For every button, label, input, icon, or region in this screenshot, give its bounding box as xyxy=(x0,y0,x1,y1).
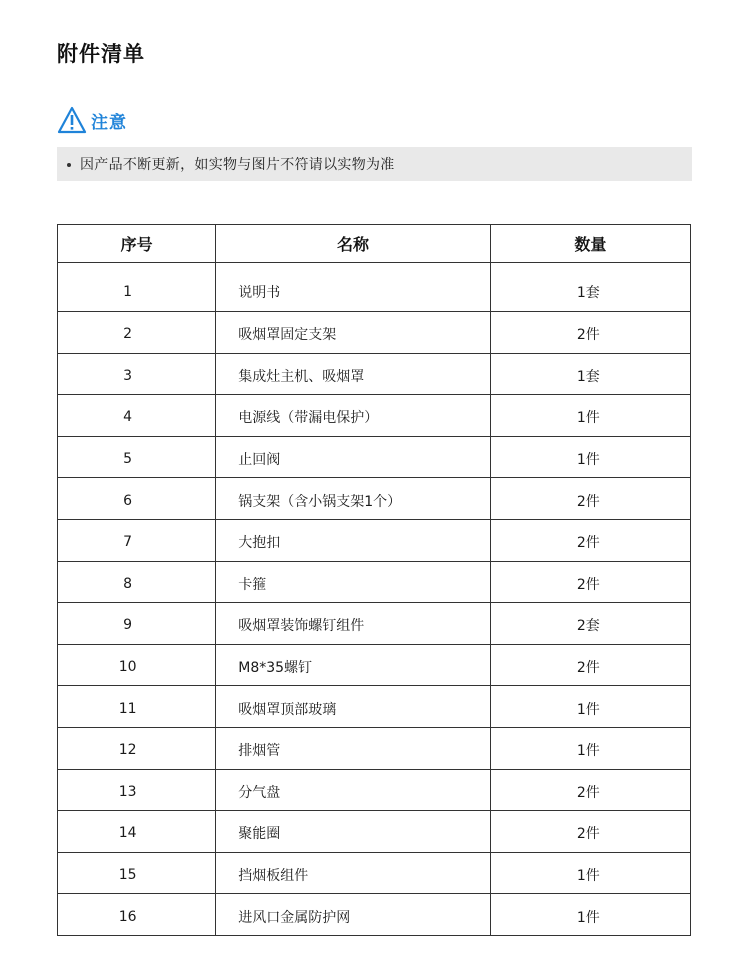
header-quantity: 数量 xyxy=(490,225,690,263)
row-quantity: 2件 xyxy=(490,644,690,686)
row-index: 10 xyxy=(58,644,216,686)
row-quantity: 1套 xyxy=(490,353,690,395)
row-index: 7 xyxy=(58,519,216,561)
row-index: 3 xyxy=(58,353,216,395)
row-name: 卡箍 xyxy=(216,561,490,603)
notice-text: 因产品不断更新，如实物与图片不符请以实物为准 xyxy=(80,157,395,173)
table-row xyxy=(58,727,691,769)
row-index: 11 xyxy=(58,686,216,728)
table-row xyxy=(58,852,691,894)
row-name: 吸烟罩固定支架 xyxy=(216,312,490,354)
row-quantity: 1件 xyxy=(490,686,690,728)
row-name: 吸烟罩装饰螺钉组件 xyxy=(216,603,490,645)
table-row xyxy=(58,312,691,354)
row-index: 13 xyxy=(58,769,216,811)
row-name: 聚能圈 xyxy=(216,811,490,853)
row-name: 分气盘 xyxy=(216,769,490,811)
row-name: M8*35螺钉 xyxy=(216,644,490,686)
notice-box xyxy=(57,147,692,181)
row-index: 6 xyxy=(58,478,216,520)
table-row xyxy=(58,436,691,478)
row-name: 锅支架（含小锅支架1个） xyxy=(216,478,490,520)
table-row xyxy=(58,561,691,603)
notice-label: 注意 xyxy=(91,112,127,133)
table-row xyxy=(58,519,691,561)
table-row xyxy=(58,811,691,853)
row-name: 进风口金属防护网 xyxy=(216,894,490,936)
page-title: 附件清单 xyxy=(57,42,145,66)
row-quantity: 1件 xyxy=(490,727,690,769)
row-index: 8 xyxy=(58,561,216,603)
row-index: 4 xyxy=(58,395,216,437)
row-name: 集成灶主机、吸烟罩 xyxy=(216,353,490,395)
row-quantity: 2套 xyxy=(490,603,690,645)
row-index: 1 xyxy=(58,263,216,312)
row-name: 大抱扣 xyxy=(216,519,490,561)
row-quantity: 1件 xyxy=(490,436,690,478)
table-row xyxy=(58,353,691,395)
row-quantity: 2件 xyxy=(490,811,690,853)
row-index: 2 xyxy=(58,312,216,354)
table-row xyxy=(58,478,691,520)
row-name: 电源线（带漏电保护） xyxy=(216,395,490,437)
header-index: 序号 xyxy=(58,225,216,263)
header-name: 名称 xyxy=(216,225,490,263)
row-quantity: 1套 xyxy=(490,263,690,312)
row-quantity: 1件 xyxy=(490,852,690,894)
table-row xyxy=(58,644,691,686)
table-row xyxy=(58,603,691,645)
warning-triangle-icon xyxy=(57,106,87,134)
accessory-table xyxy=(57,224,691,936)
row-index: 5 xyxy=(58,436,216,478)
row-quantity: 2件 xyxy=(490,312,690,354)
row-quantity: 1件 xyxy=(490,894,690,936)
row-index: 9 xyxy=(58,603,216,645)
row-quantity: 2件 xyxy=(490,561,690,603)
table-row xyxy=(58,395,691,437)
table-row xyxy=(58,686,691,728)
row-index: 15 xyxy=(58,852,216,894)
table-row xyxy=(58,769,691,811)
row-name: 止回阀 xyxy=(216,436,490,478)
row-quantity: 1件 xyxy=(490,395,690,437)
table-header-row xyxy=(58,225,691,263)
row-quantity: 2件 xyxy=(490,519,690,561)
row-name: 挡烟板组件 xyxy=(216,852,490,894)
row-quantity: 2件 xyxy=(490,769,690,811)
notice-heading xyxy=(57,104,127,136)
table-row xyxy=(58,894,691,936)
bullet-icon xyxy=(67,163,71,167)
row-name: 排烟管 xyxy=(216,727,490,769)
row-name: 说明书 xyxy=(216,263,490,312)
row-index: 12 xyxy=(58,727,216,769)
row-quantity: 2件 xyxy=(490,478,690,520)
row-index: 16 xyxy=(58,894,216,936)
row-index: 14 xyxy=(58,811,216,853)
table-row xyxy=(58,263,691,312)
row-name: 吸烟罩顶部玻璃 xyxy=(216,686,490,728)
